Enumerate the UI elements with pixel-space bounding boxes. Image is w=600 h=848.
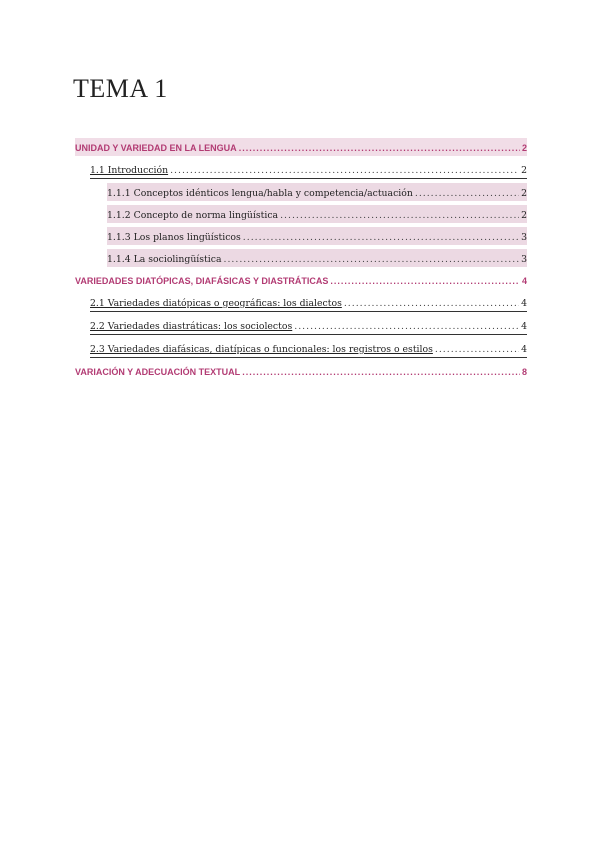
dot-leader [330,274,520,289]
page-title: TEMA 1 [73,74,168,103]
toc-entry-label: VARIEDADES DIATÓPICAS, DIAFÁSICAS Y DIASTRÁTICAS [75,276,329,286]
toc-entry-label: VARIACIÓN Y ADECUACIÓN TEXTUAL [75,367,241,377]
toc-entry-unidad-variedad[interactable] [75,138,527,156]
dot-leader [242,365,520,380]
toc-entry-label: 1.1 Introducción [90,165,169,176]
toc-entry-sociolinguistica[interactable] [107,249,527,267]
toc-entry-introduccion[interactable] [90,160,527,179]
dot-leader [170,163,519,178]
toc-entry-variedades[interactable] [75,271,527,289]
toc-entry-page: 2 [521,143,527,153]
toc-entry-label: 1.1.3 Los planos lingüísticos [107,232,241,243]
dot-leader [224,252,520,267]
toc-entry-variacion[interactable] [75,362,527,380]
toc-entry-page: 4 [521,298,527,309]
toc-entry-label: 2.2 Variedades diastráticas: los sociolectos [90,321,293,332]
toc-entry-diafasicas[interactable] [90,339,527,358]
dot-leader [243,230,519,245]
toc-entry-page: 3 [521,254,527,265]
toc-entry-label: 1.1.1 Conceptos idénticos lengua/habla y competencia/actuación [107,188,413,199]
toc-entry-label: 1.1.4 La sociolingüística [107,254,222,265]
toc-entry-label: 2.1 Variedades diatópicas o geográficas: los dialectos [90,298,342,309]
toc-entry-page: 2 [521,188,527,199]
toc-entry-label: 2.3 Variedades diafásicas, diatípicas o funcionales: los registros o estilos [90,344,433,355]
toc-entry-page: 2 [521,165,527,176]
toc-entry-planos[interactable] [107,227,527,245]
toc-entry-label: UNIDAD Y VARIEDAD EN LA LENGUA [75,143,237,153]
dot-leader [415,186,519,201]
toc-entry-norma[interactable] [107,205,527,223]
dot-leader [280,208,519,223]
toc-entry-diatopicas[interactable] [90,293,527,312]
toc-entry-page: 4 [521,344,527,355]
table-of-contents [75,138,527,384]
toc-entry-label: 1.1.2 Concepto de norma lingüística [107,210,279,221]
dot-leader [239,141,520,156]
dot-leader [435,342,519,357]
toc-entry-conceptos[interactable] [107,183,527,201]
dot-leader [344,296,519,311]
toc-entry-page: 2 [521,210,527,221]
dot-leader [294,319,519,334]
toc-entry-page: 4 [521,276,527,286]
toc-entry-page: 8 [521,367,527,377]
toc-entry-page: 4 [521,321,527,332]
toc-entry-diastraticas[interactable] [90,316,527,335]
toc-entry-page: 3 [521,232,527,243]
